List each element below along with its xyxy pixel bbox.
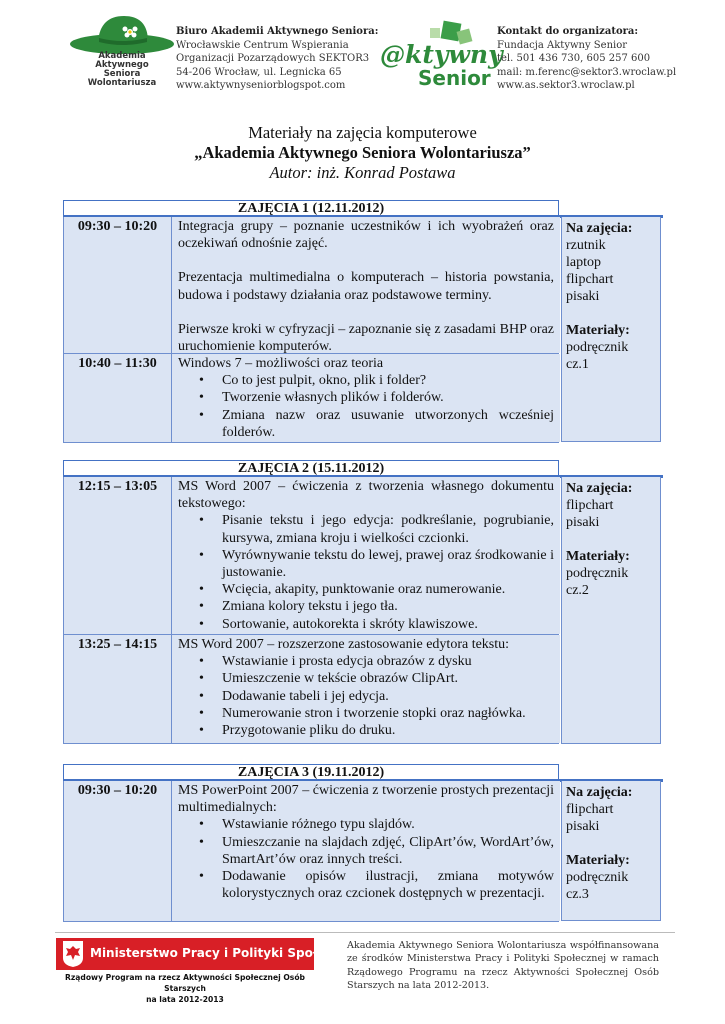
list-item: • Wcięcia, akapity, punktowanie oraz numerowanie. <box>222 581 554 598</box>
schedule-row <box>63 354 559 443</box>
funding-note: Akademia Aktywnego Seniora Wolontariusza współfinansowana ze środków Ministerstwa Pracy i Polityki Społecznej w ramach Rządowego Programu na rzecz Aktywności Społecznej Osób Starszych na lata 2012-2013. <box>347 940 659 992</box>
list-item: • Umieszczanie na slajdach zdjęć, ClipArt’ów, WordArt’ów, SmartArt’ów oraz innych treści. <box>222 834 554 868</box>
list-item: • Dodawanie tabeli i jej edycja. <box>222 688 554 705</box>
document-title: Materiały na zajęcia komputerowe <box>248 123 477 142</box>
session-1 <box>63 200 663 443</box>
activity-description: MS PowerPoint 2007 – ćwiczenia z tworzenie prostych prezentacji multimedialnych: • Wstawianie różnego typu slajdów. • Umieszczanie na slajdach zdjęć, ClipArt’ów, WordArt’ów, SmartArt’ów oraz innych treści. • Dodawanie opisów ilustracji, zmiana motywów kolorystycznych oraz czcionek dostępnych w prezentacji. <box>172 781 560 921</box>
materials-cell: Na zajęcia: flipchart pisaki Materiały: podręcznik cz.2 <box>561 477 661 744</box>
schedule-row <box>63 781 559 922</box>
list-item: • Wyrównywanie tekstu do lewej, prawej oraz środkowanie i justowanie. <box>222 547 554 581</box>
document-title-block <box>0 123 725 183</box>
list-item: • Zmiana nazw oraz usuwanie utworzonych wcześniej folderów. <box>222 407 554 441</box>
list-item: • Sortowanie, autokorekta i skróty klawiszowe. <box>222 616 554 633</box>
activity-description: MS Word 2007 – ćwiczenia z tworzenia własnego dokumentu tekstowego: • Pisanie tekstu i jego edycja: podkreślanie, pogrubianie, kursywa, zmiana kroju i wielkości czcionki. • Wyrównywanie tekstu do lewej, prawej oraz środkowanie i justowanie. • Wcięcia, akapity, punktowanie oraz numerowanie. • Zmiana kolory tekstu i jego tła. • Sortowanie, autokorekta i skróty klawiszowe. <box>172 477 560 634</box>
list-item: • Przygotowanie pliku do druku. <box>222 722 554 739</box>
list-item: • Zmiana kolory tekstu i jego tła. <box>222 598 554 615</box>
session-3 <box>63 764 663 922</box>
aktywny-senior-logo: @ktywny Senior <box>380 22 490 92</box>
list-item: • Dodawanie opisów ilustracji, zmiana motywów kolorystycznych oraz czcionek dostępnych w prezentacji. <box>222 868 554 902</box>
schedule-row <box>63 217 559 354</box>
activity-description: Windows 7 – możliwości oraz teoria • Co to jest pulpit, okno, plik i folder? • Tworzenie własnych plików i folderów. • Zmiana nazw oraz usuwanie utworzonych wcześniej folderów. <box>172 354 560 442</box>
list-item: • Wstawianie różnego typu slajdów. <box>222 816 554 833</box>
session-2 <box>63 460 663 744</box>
time-slot: 10:40 – 11:30 <box>64 354 172 442</box>
activity-description: Integracja grupy – poznanie uczestników i ich wyobrażeń oraz oczekiwań odnośnie zajęć. Prezentacja multimedialna o komputerach – historia powstania, budowa i podstawy działania oraz podstawowe terminy. Pierwsze kroki w cyfryzacji – zapoznanie się z zasadami BHP oraz uruchomienie komputerów. <box>172 217 560 353</box>
list-item: • Wstawianie i prosta edycja obrazów z dysku <box>222 653 554 670</box>
list-item: • Tworzenie własnych plików i folderów. <box>222 389 554 406</box>
document-header <box>0 0 725 100</box>
document-subtitle: „Akademia Aktywnego Seniora Wolontariusza” <box>194 143 531 162</box>
akademia-logo <box>68 12 176 96</box>
akademia-logo-text: Akademia Aktywnego Seniora Wolontariusza <box>87 51 157 88</box>
time-slot: 12:15 – 13:05 <box>64 477 172 634</box>
list-item: • Numerowanie stron i tworzenie stopki oraz nagłówka. <box>222 705 554 722</box>
session-title: ZAJĘCIA 3 (19.11.2012) <box>63 764 559 781</box>
materials-cell: Na zajęcia: flipchart pisaki Materiały: podręcznik cz.3 <box>561 781 661 921</box>
schedule-row <box>63 477 559 635</box>
organizer-contact: Kontakt do organizatora: Fundacja Aktywny Senior tel. 501 436 730, 605 257 600 mail: m.ferenc@sektor3.wroclaw.pl www.as.sektor3.wroclaw.pl <box>497 26 677 92</box>
session-title: ZAJĘCIA 1 (12.11.2012) <box>63 200 559 217</box>
list-item: • Pisanie tekstu i jego edycja: podkreślanie, pogrubianie, kursywa, zmiana kroju i wielkości czcionki. <box>222 512 554 546</box>
document-author: Autor: inż. Konrad Postawa <box>269 163 456 182</box>
schedule-row <box>63 635 559 744</box>
session-title: ZAJĘCIA 2 (15.11.2012) <box>63 460 559 477</box>
eagle-emblem-icon <box>62 940 84 968</box>
document-footer <box>0 932 725 1024</box>
green-hat-icon <box>68 12 176 56</box>
time-slot: 09:30 – 10:20 <box>64 781 172 921</box>
activity-description: MS Word 2007 – rozszerzone zastosowanie edytora tekstu: • Wstawianie i prosta edycja obrazów z dysku • Umieszczenie w tekście obrazów ClipArt. • Dodawanie tabeli i jej edycja. • Numerowanie stron i tworzenie stopki oraz nagłówka. • Przygotowanie pliku do druku. <box>172 635 560 743</box>
time-slot: 13:25 – 14:15 <box>64 635 172 743</box>
list-item: • Umieszczenie w tekście obrazów ClipArt. <box>222 670 554 687</box>
office-address: Biuro Akademii Aktywnego Seniora: Wrocławskie Centrum Wspierania Organizacji Pozarządowych SEKTOR3 54-206 Wrocław, ul. Legnicka 65 www.aktywnyseniorblogspot.com <box>176 26 379 92</box>
time-slot: 09:30 – 10:20 <box>64 217 172 353</box>
materials-cell: Na zajęcia: rzutnik laptop flipchart pisaki Materiały: podręcznik cz.1 <box>561 217 661 442</box>
ministry-logo: Ministerstwo Pracy i Polityki Społecznej Rządowy Program na rzecz Aktywności Społecznej Osób Starszych na lata 2012-2013 <box>56 938 314 990</box>
list-item: • Co to jest pulpit, okno, plik i folder? <box>222 372 554 389</box>
